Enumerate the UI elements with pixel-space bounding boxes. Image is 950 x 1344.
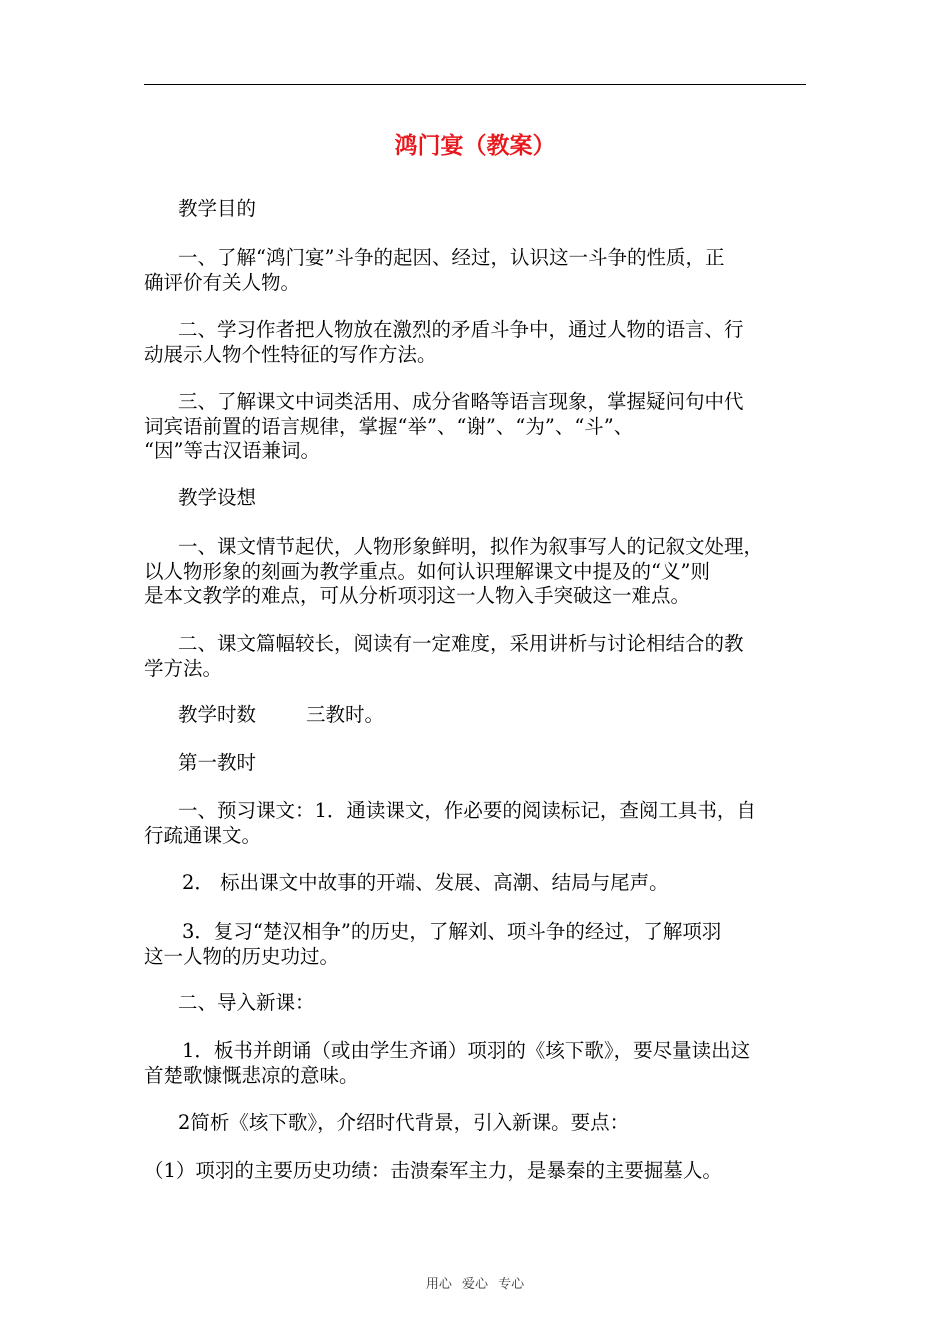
teaching-hours-label: 教学时数 bbox=[178, 703, 257, 726]
intro-item-2-1: （1）项羽的主要历史功绩：击溃秦军主力，是暴秦的主要掘墓人。 bbox=[144, 1159, 722, 1182]
objective-3: 三、了解课文中词类活用、成分省略等语言现象，掌握疑问句中代 词宾语前置的语言规律，掌握“举”、“谢”、“为”、“斗”、 “因”等古汉语兼词。 bbox=[144, 390, 744, 462]
intro-item-2: 2简析《垓下歌》，介绍时代背景，引入新课。要点： bbox=[178, 1111, 630, 1134]
intro-heading: 二、导入新课： bbox=[178, 991, 315, 1014]
document-title: 鸿门宴（教案） bbox=[394, 132, 556, 159]
teaching-hours bbox=[144, 703, 840, 728]
objective-1: 一、了解“鸿门宴”斗争的起因、经过，认识这一斗争的性质，正 确评价有关人物。 bbox=[144, 246, 725, 294]
header-rule bbox=[144, 84, 806, 85]
section-heading-design: 教学设想 bbox=[178, 486, 257, 509]
section-heading-objectives: 教学目的 bbox=[178, 197, 257, 220]
design-1: 一、课文情节起伏，人物形象鲜明，拟作为叙事写人的记叙文处理， 以人物形象的刻画为教学重点。如何认识理解课文中提及的“义”则 是本文教学的难点，可从分析项羽这一人物入手突破这一难点。 bbox=[144, 535, 764, 607]
preview-item-3: 3．复习“楚汉相争”的历史，了解刘、项斗争的经过，了解项羽 这一人物的历史功过。 bbox=[144, 920, 722, 968]
page-footer: 用心 爱心 专心 bbox=[425, 1277, 525, 1292]
objective-2: 二、学习作者把人物放在激烈的矛盾斗争中，通过人物的语言、行 动展示人物个性特征的写作方法。 bbox=[144, 318, 744, 366]
preview-item: 一、预习课文：1．通读课文，作必要的阅读标记，查阅工具书，自 行疏通课文。 bbox=[144, 799, 756, 847]
teaching-hours-value: 三教时。 bbox=[306, 703, 385, 726]
preview-item-2: 2． 标出课文中故事的开端、发展、高潮、结局与尾声。 bbox=[182, 871, 669, 894]
design-2: 二、课文篇幅较长，阅读有一定难度，采用讲析与讨论相结合的教 学方法。 bbox=[144, 632, 744, 680]
lesson-1-heading: 第一教时 bbox=[178, 751, 257, 774]
intro-item-1: 1．板书并朗诵（或由学生齐诵）项羽的《垓下歌》，要尽量读出这 首楚歌慷慨悲凉的意味。 bbox=[144, 1039, 751, 1087]
